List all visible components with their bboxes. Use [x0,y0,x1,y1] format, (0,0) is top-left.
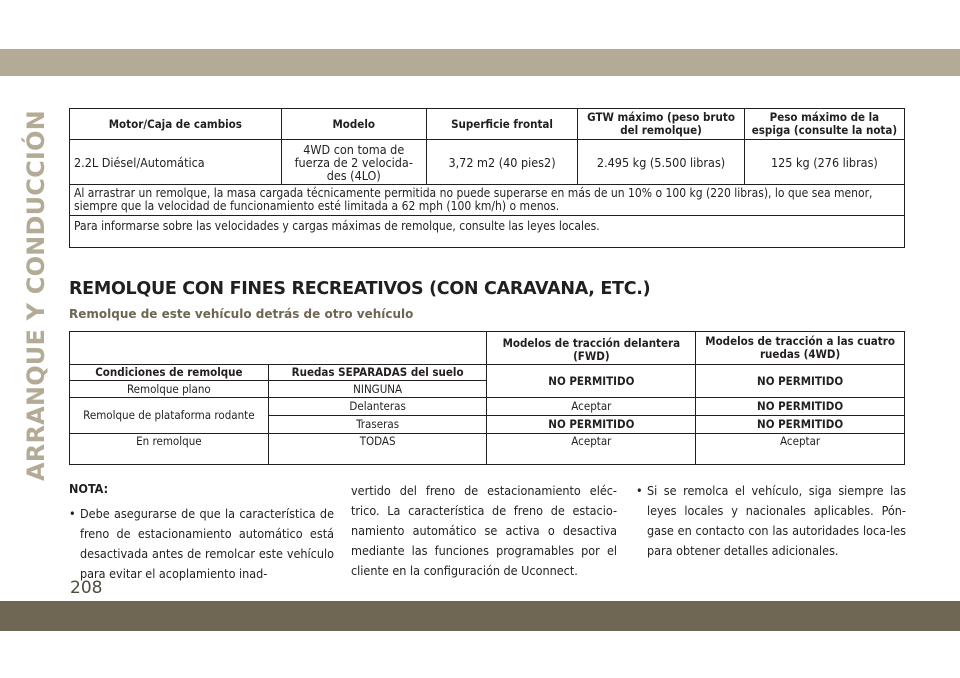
header-model: Modelo [281,109,426,140]
text-column-1 [69,504,334,584]
table-note-row [70,216,905,248]
note-1: Al arrastrar un remolque, la masa cargada técnicamente permitida no puede superarse en más de un 10% o 100 kg (220 libras), lo que sea menor, siempre que la velocidad de funcionamiento esté limitada a 62 mph (100 km/h) o menos. [70,185,905,216]
cell-dolly-front-4wd: NO PERMITIDO [696,398,905,416]
cell-tongue-weight: 125 kg (276 libras) [744,140,904,185]
cell-trailer-wheels: TODAS [268,434,487,465]
bullet-parking-brake: • Debe asegurarse de que la característica de freno de estacionamiento automático está desactivada antes de remolcar este vehículo para evitar el acoplamiento inad- [69,504,334,584]
header-4wd: Modelos de tracción a las cuatro ruedas (4WD) [696,332,905,365]
cell-dolly-front-fwd: Aceptar [487,398,696,416]
cell-flat-cond: Remolque plano [70,381,269,398]
cell-dolly-cond: Remolque de plataforma rodante [70,398,269,434]
top-band [0,49,960,76]
header-conditions: Condiciones de remolque [70,365,269,381]
header-wheels-off: Ruedas SEPARADAS del suelo [268,365,487,381]
cell-flat-4wd: NO PERMITIDO [696,365,905,398]
table-note-row [70,185,905,216]
recreational-towing-table [69,331,905,465]
cell-flat-fwd: NO PERMITIDO [487,365,696,398]
table-header-row [70,332,905,365]
table-row [70,398,905,416]
header-tongue-weight: Peso máximo de la espiga (consulte la nota) [744,109,904,140]
text-column-3 [636,481,906,561]
cell-flat-wheels: NINGUNA [268,381,487,398]
cell-dolly-front: Delanteras [268,398,487,416]
cell-frontal-area: 3,72 m2 (40 pies2) [426,140,578,185]
cell-model: 4WD con toma de fuerza de 2 velocida-des (4LO) [281,140,426,185]
header-empty [70,332,487,365]
bullet-local-laws: • Si se remolca el vehículo, siga siempre las leyes locales y nacionales aplicables. Pón-gase en contacto con las autoridades loca-les para obtener detalles adicionales. [636,481,906,561]
cell-engine: 2.2L Diésel/Automática [70,140,282,185]
header-engine: Motor/Caja de cambios [70,109,282,140]
header-fwd: Modelos de tracción delantera (FWD) [487,332,696,365]
cell-dolly-rear-fwd: NO PERMITIDO [487,416,696,434]
text-column-2 [351,481,617,581]
header-frontal-area: Superficie frontal [426,109,578,140]
bottom-band [0,601,960,631]
table-row [70,434,905,465]
cell-dolly-rear: Traseras [268,416,487,434]
table-header-row [70,365,905,381]
section-heading: REMOLQUE CON FINES RECREATIVOS (CON CARAVANA, ETC.) [69,279,651,299]
cell-gtw: 2.495 kg (5.500 libras) [578,140,745,185]
cell-trailer-4wd: Aceptar [696,434,905,465]
section-subheading: Remolque de este vehículo detrás de otro vehículo [69,307,414,321]
table-header-row [70,109,905,140]
page-number: 208 [70,578,103,598]
header-gtw: GTW máximo (peso bruto del remolque) [578,109,745,140]
note-label: NOTA: [69,481,109,496]
cell-trailer-cond: En remolque [70,434,269,465]
table-row [70,140,905,185]
note-2: Para informarse sobre las velocidades y cargas máximas de remolque, consulte las leyes locales. [70,216,905,248]
bullet-parking-brake-continued: vertido del freno de estacionamiento eléc-trico. La característica de freno de estacio-namiento automático se activa o desactiva mediante las funciones programables por el cliente en la configuración de Uconnect. [351,483,617,578]
cell-dolly-rear-4wd: NO PERMITIDO [696,416,905,434]
cell-trailer-fwd: Aceptar [487,434,696,465]
towing-specs-table [69,108,905,248]
side-title-text: ARRANQUE Y CONDUCCIÓN [22,110,50,481]
